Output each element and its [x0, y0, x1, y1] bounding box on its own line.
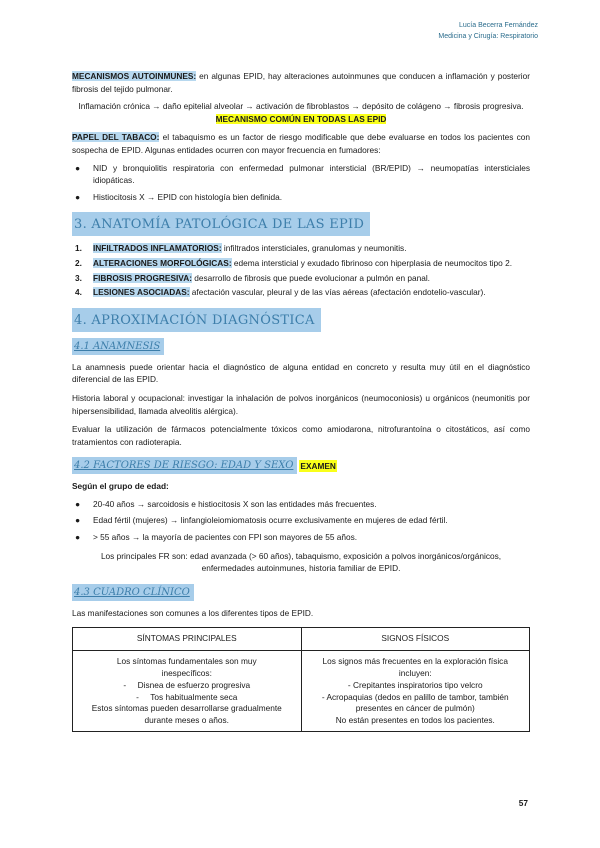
autoinmunes-text: en algunas EPID, hay alteraciones autoinmunes que conducen a inflamación y posterior fibrosis del tejido pulmonar.: [72, 71, 530, 94]
section3-heading: 3. ANATOMÍA PATOLÓGICA DE LAS EPID: [72, 212, 370, 236]
list-number: 2.: [75, 257, 82, 268]
signos-item: - Acropaquias (dedos en palillo de tambor, también presentes en cáncer de pulmón): [321, 691, 509, 714]
list-item-text: desarrollo de fibrosis que puede evolucionar a pulmón en panal.: [191, 272, 430, 283]
mechanism-highlight: MECANISMO COMÚN EN TODAS LAS EPID: [215, 113, 387, 124]
subsection-factores-heading: 4.2 FACTORES DE RIESGO: EDAD Y SEXO: [72, 457, 297, 474]
list-item: [72, 242, 530, 255]
list-label: INFILTRADOS INFLAMATORIOS:: [93, 243, 222, 254]
table-header-sintomas: SÍNTOMAS PRINCIPALES: [73, 628, 302, 651]
autoinmunes-paragraph: [72, 70, 530, 95]
sintomas-intro: Los síntomas fundamentales son muy inespecíficos:: [116, 656, 257, 679]
bullet-icon: ●: [75, 532, 81, 543]
bullet-icon: ●: [75, 162, 81, 173]
mechanism-paragraph: [72, 100, 530, 125]
anamnesis-paragraph: La anamnesis puede orientar hacia el diagnóstico de alguna entidad en concreto y resulta muy útil en el diagnóstico diferencial de las EPID.: [72, 361, 530, 385]
list-item: [72, 272, 530, 285]
list-item-text: Edad fértil (mujeres) → linfangioleiomiomatosis ocurre exclusivamente en mujeres de edad fértil.: [93, 515, 448, 526]
list-item: [72, 257, 530, 270]
list-item-text: > 55 años → la mayoría de pacientes con FPI son mayores de 55 años.: [93, 532, 358, 543]
header-author: Lucía Becerra Fernández: [459, 22, 538, 29]
list-number: 3.: [75, 272, 82, 283]
s41-heading-wrap: [72, 338, 530, 355]
signos-cell: [301, 651, 530, 732]
list-number: 4.: [75, 287, 82, 298]
list-item-text: infiltrados intersticiales, granulomas y neumonitis.: [221, 243, 407, 254]
list-item: [72, 162, 530, 187]
edad-list: [72, 498, 530, 544]
tabaco-label: PAPEL DEL TABACO:: [72, 132, 160, 143]
edad-intro: Según el grupo de edad:: [72, 481, 169, 492]
list-label: LESIONES ASOCIADAS:: [93, 287, 190, 298]
sintomas-item: - Disnea de esfuerzo progresiva: [123, 679, 251, 690]
list-item: [72, 191, 530, 204]
list-item-text: 20-40 años → sarcoidosis e histiocitosis X son las entidades más frecuentes.: [93, 498, 377, 509]
page-number: 57: [518, 798, 528, 808]
anamnesis-paragraph: Historia laboral y ocupacional: investigar la inhalación de polvos inorgánicos (neumoconiosis) u orgánicos (neumonitis por hipersensibilidad, llamada alveolitis alérgica).: [72, 392, 530, 416]
clinic-table: [72, 627, 530, 732]
bullet-icon: ●: [75, 498, 81, 509]
sintomas-outro: Estos síntomas pueden desarrollarse gradualmente durante meses o años.: [91, 703, 282, 726]
tabaco-list: [72, 162, 530, 204]
list-label: FIBROSIS PROGRESIVA:: [93, 272, 192, 283]
bullet-icon: ●: [75, 515, 81, 526]
anamnesis-paragraph: Evaluar la utilización de fármacos potencialmente tóxicos como amiodarona, nitrofurantoína o citostáticos, así como tratamientos con radioterapia.: [72, 424, 530, 447]
s42-heading-wrap: [72, 457, 530, 474]
table-header-signos: SIGNOS FÍSICOS: [301, 628, 530, 651]
list-item-text: NID y bronquiolitis respiratoria con enfermedad pulmonar intersticial (BR/EPID) → neumopatías intersticiales idiopáticas.: [93, 162, 530, 186]
list-item: [72, 514, 530, 527]
fr-summary: Los principales FR son: edad avanzada (> 60 años), tabaquismo, exposición a polvos inorgánicos/orgánicos, enfermedades autoinmunes, historia familiar de EPID.: [100, 550, 502, 574]
bullet-icon: ●: [75, 191, 81, 202]
tabaco-text: el tabaquismo es un factor de riesgo modificable que debe evaluarse en todos los pacientes con sospecha de EPID. Algunas entidades ocurren con mayor frecuencia en fumadores:: [72, 132, 530, 155]
sintomas-cell: [73, 651, 302, 732]
section3-heading-wrap: [72, 212, 530, 236]
list-label: ALTERACIONES MORFOLÓGICAS:: [93, 257, 232, 268]
table-header-row: [73, 628, 530, 651]
list-item: [72, 286, 530, 299]
list-item: [72, 498, 530, 511]
section4-heading: 4. APROXIMACIÓN DIAGNÓSTICA: [72, 308, 321, 332]
section4-heading-wrap: [72, 308, 530, 332]
list-number: 1.: [75, 243, 82, 254]
page-header: [438, 20, 538, 42]
sintomas-item: - Tos habitualmente seca: [136, 691, 238, 702]
signos-item: - Crepitantes inspiratorios tipo velcro: [347, 679, 483, 690]
clinic-intro: Las manifestaciones son comunes a los diferentes tipos de EPID.: [72, 607, 314, 618]
table-row: [73, 651, 530, 732]
exam-badge: EXAMEN: [300, 460, 336, 471]
subsection-cuadro-heading: 4.3 CUADRO CLÍNICO: [72, 584, 194, 601]
page-content: [72, 70, 530, 732]
list-item-text: edema intersticial y exudado fibrinoso con hiperplasia de neumocitos tipo 2.: [231, 257, 513, 268]
list-item-text: Histiocitosis X → EPID con histología bien definida.: [93, 191, 283, 202]
signos-intro: Los signos más frecuentes en la exploración física incluyen:: [322, 656, 508, 679]
header-subject: Medicina y Cirugía: Respiratorio: [438, 33, 538, 40]
list-item: [72, 531, 530, 544]
signos-outro: No están presentes en todos los pacientes.: [335, 715, 495, 726]
tabaco-paragraph: [72, 131, 530, 156]
mechanism-text: Inflamación crónica → daño epitelial alveolar → activación de fibroblastos → depósito de colágeno → fibrosis progresiva.: [78, 101, 524, 112]
subsection-anamnesis-heading: 4.1 ANAMNESIS: [72, 338, 164, 355]
autoinmunes-label: MECANISMOS AUTOINMUNES:: [72, 71, 197, 81]
list-item-text: afectación vascular, pleural y de las vías aéreas (afectación endotelio-vascular).: [189, 287, 486, 298]
s43-heading-wrap: [72, 584, 530, 601]
anatomia-list: [72, 242, 530, 298]
